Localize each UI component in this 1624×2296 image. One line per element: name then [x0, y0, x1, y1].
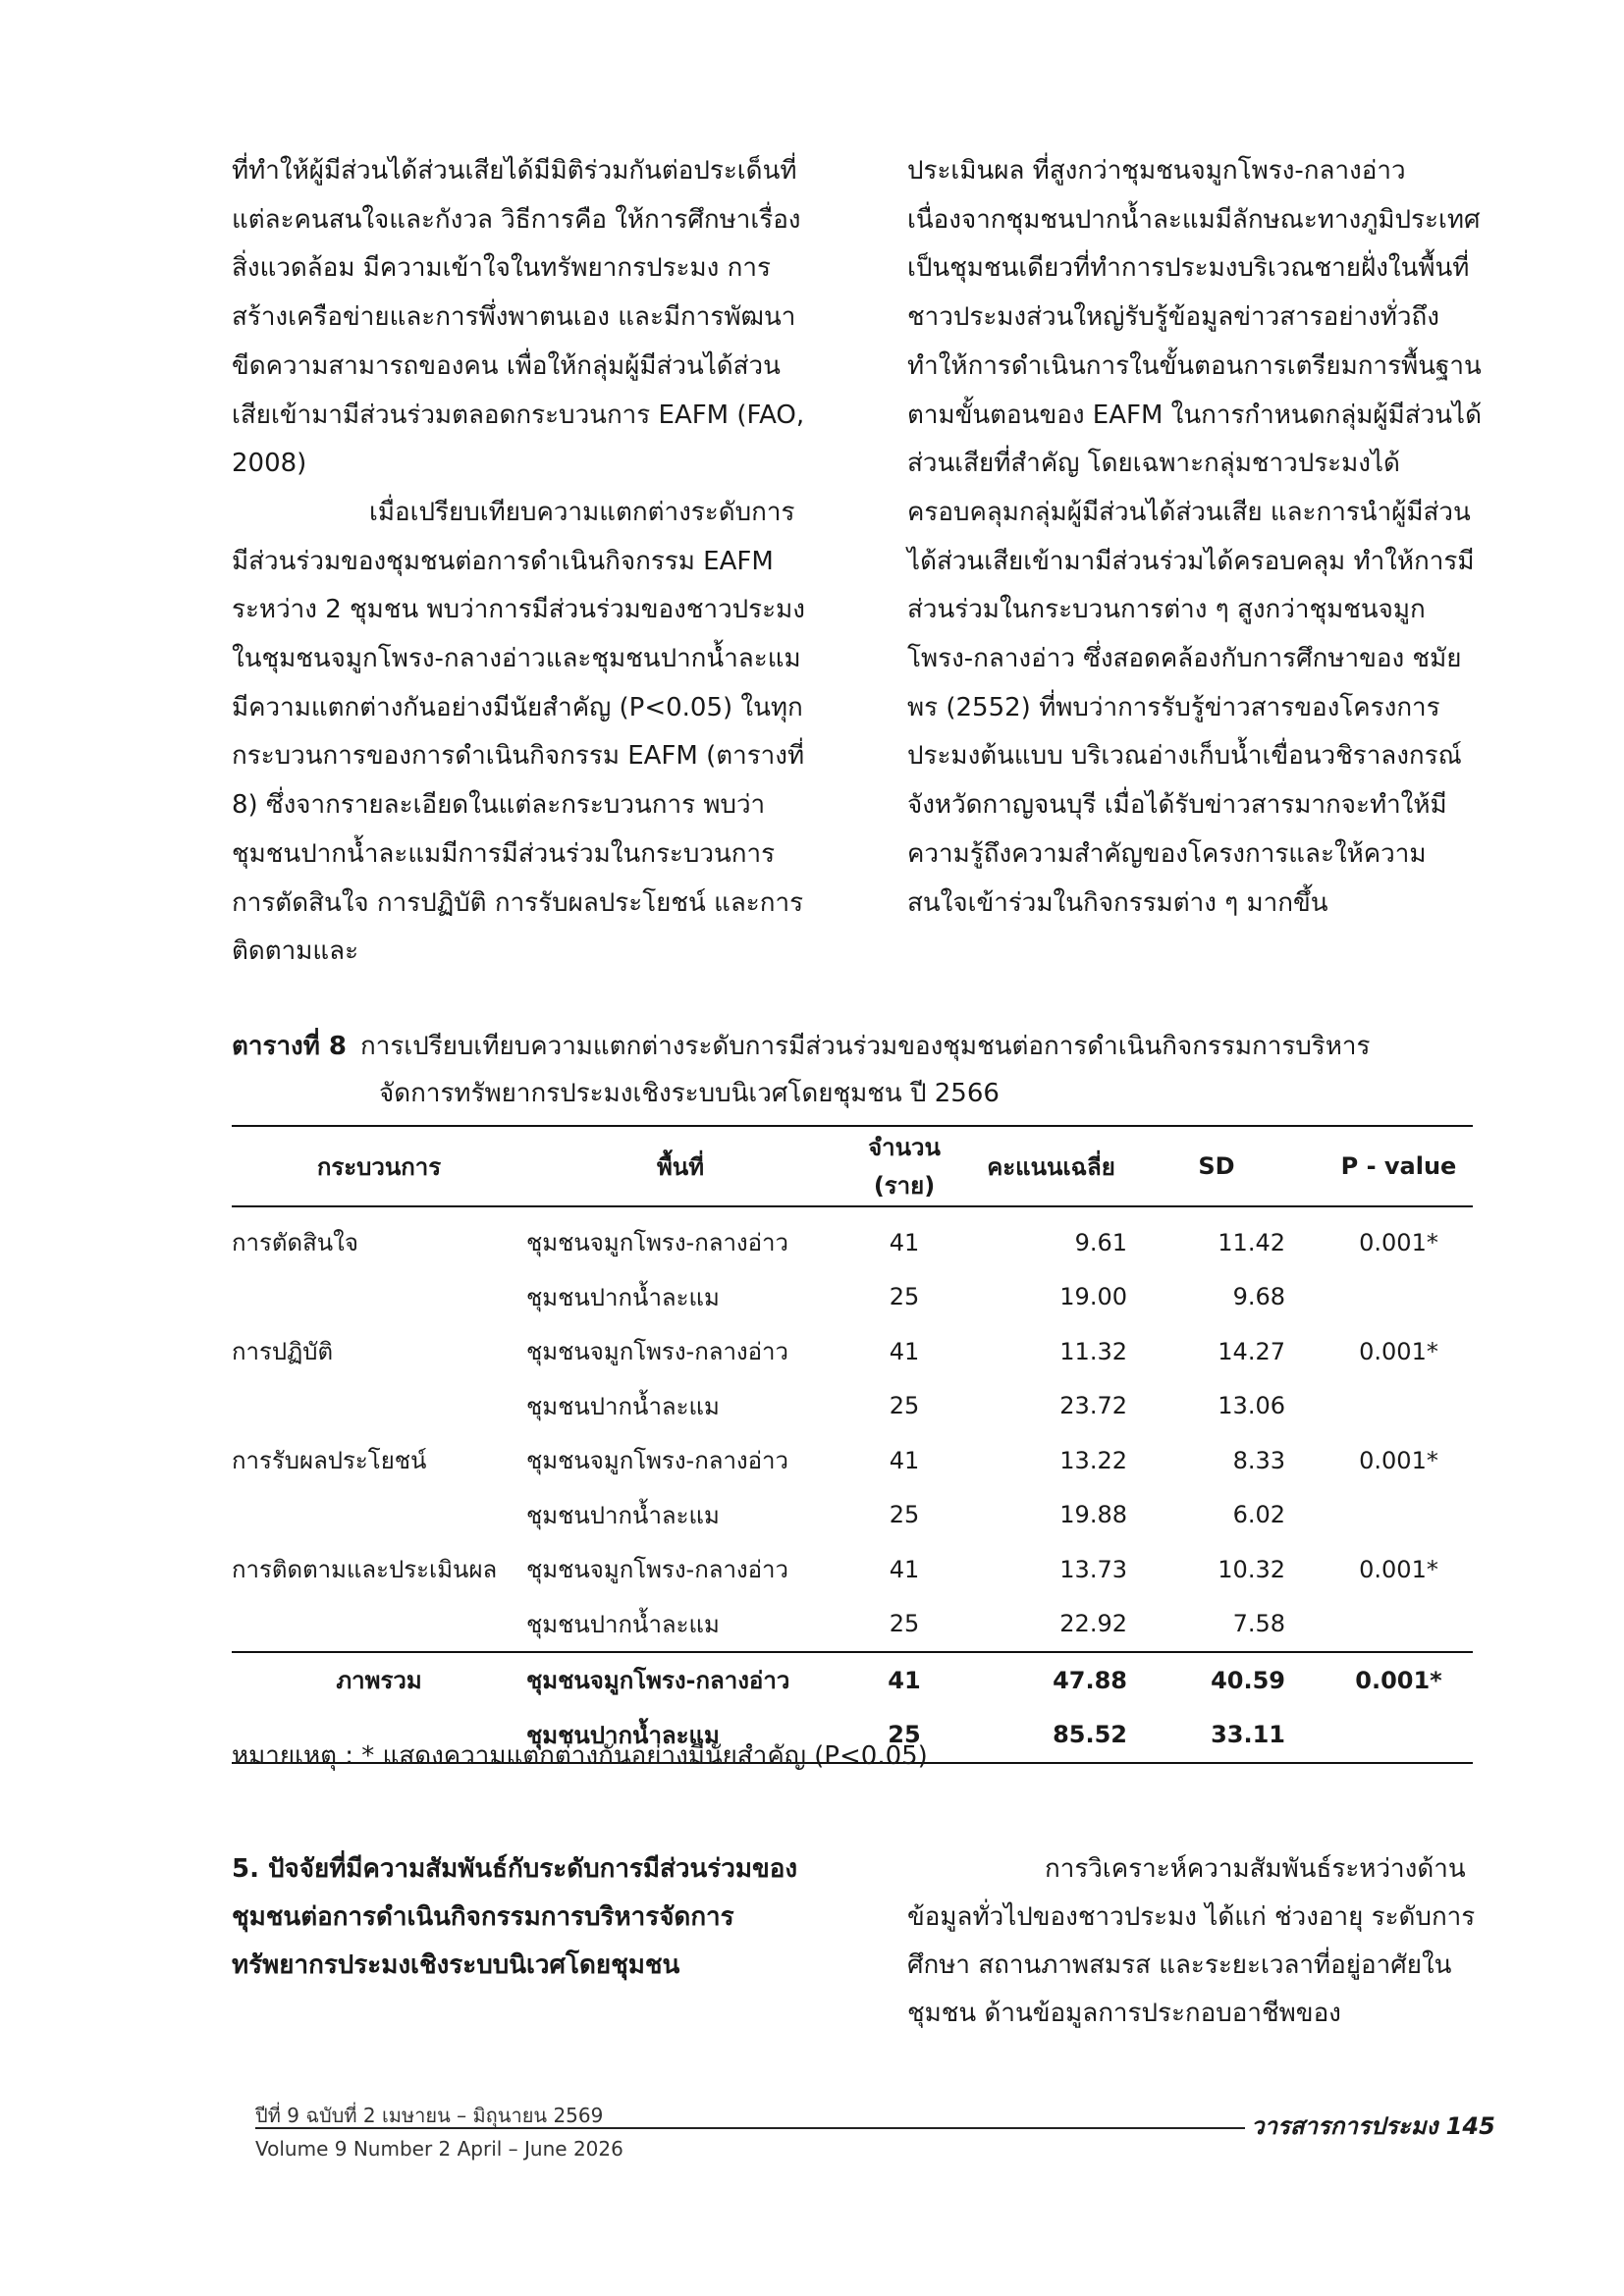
section-heading: 5. ปัจจัยที่มีความสัมพันธ์กับระดับการมีส่วนร่วมของชุมชนต่อการดำเนินกิจกรรมการบริหารจัดการทรัพยากรประมงเชิงระบบนิเวศโดยชุมชน — [232, 1854, 798, 1980]
cell-mean: 11.32 — [1059, 1337, 1127, 1365]
cell-area: ชุมชนจมูกโพรง-กลางอ่าว — [526, 1229, 788, 1257]
right-column — [907, 147, 1487, 928]
cell-mean: 23.72 — [1059, 1392, 1127, 1420]
cell-sd: 10.32 — [1218, 1555, 1285, 1583]
caption-text: การเปรียบเทียบความแตกต่างระดับการมีส่วนร่วมของชุมชนต่อการดำเนินกิจกรรมการบริหาร — [360, 1032, 1371, 1061]
table-row — [232, 1597, 1473, 1653]
cell-mean: 19.88 — [1059, 1501, 1127, 1529]
footer-thai-issue: ปีที่ 9 ฉบับที่ 2 เมษายน – มิถุนายน 2569 — [255, 2104, 604, 2127]
cell-count: 41 — [889, 1337, 920, 1365]
cell-area: ชุมชนจมูกโพรง-กลางอ่าว — [526, 1652, 835, 1708]
cell-sd: 33.11 — [1147, 1708, 1325, 1764]
table-header-row — [232, 1126, 1473, 1206]
cell-sd: 40.59 — [1147, 1652, 1325, 1708]
cell-process — [232, 1379, 526, 1434]
section-paragraph-block — [907, 1845, 1487, 2038]
cell-pvalue — [1325, 1488, 1473, 1543]
header-process: กระบวนการ — [232, 1126, 526, 1206]
cell-pvalue: 0.001* — [1359, 1555, 1438, 1583]
cell-pvalue: 0.001* — [1325, 1652, 1473, 1708]
cell-sd: 11.42 — [1218, 1228, 1285, 1256]
cell-mean: 85.52 — [974, 1708, 1147, 1764]
section-heading-block — [232, 1845, 811, 1990]
table-total-row — [232, 1652, 1473, 1708]
cell-pvalue: 0.001* — [1359, 1228, 1438, 1256]
cell-sd: 13.06 — [1218, 1392, 1285, 1420]
cell-mean: 9.61 — [1074, 1228, 1127, 1256]
table-row — [232, 1379, 1473, 1434]
table-row — [232, 1488, 1473, 1543]
paragraph: เมื่อเปรียบเทียบความแตกต่างระดับการมีส่วนร่วมของชุมชนต่อการดำเนินกิจกรรม EAFM ระหว่าง 2 ชุมชน พบว่าการมีส่วนร่วมของชาวประมงในชุมชนจมูกโพรง-กลางอ่าวและชุมชนปากน้ำละแมมีความแตกต่างกันอย่างมีนัยสำคัญ (P<0.05) ในทุกกระบวนการของการดำเนินกิจกรรม EAFM (ตารางที่ 8) ซึ่งจากรายละเอียดในแต่ละกระบวนการ พบว่าชุมชนปากน้ำละแมมีการมีส่วนร่วมในกระบวนการการตัดสินใจ การปฏิบัติ การรับผลประโยชน์ และการติดตามและ — [232, 497, 805, 967]
cell-process: การรับผลประโยชน์ — [232, 1447, 427, 1475]
cell-mean: 22.92 — [1059, 1610, 1127, 1638]
left-column — [232, 147, 811, 977]
cell-count: 41 — [889, 1446, 920, 1474]
cell-process: การปฏิบัติ — [232, 1338, 334, 1366]
cell-count: 41 — [835, 1652, 974, 1708]
cell-mean: 13.22 — [1059, 1446, 1127, 1474]
cell-process — [232, 1488, 526, 1543]
cell-count: 25 — [889, 1610, 920, 1638]
cell-count: 25 — [889, 1392, 920, 1420]
header-area: พื้นที่ — [526, 1126, 835, 1206]
cell-sd: 14.27 — [1218, 1337, 1285, 1365]
cell-sd: 7.58 — [1232, 1610, 1285, 1638]
header-count: จำนวน (ราย) — [835, 1126, 974, 1206]
cell-count: 25 — [889, 1501, 920, 1529]
footer-eng-issue: Volume 9 Number 2 April – June 2026 — [255, 2137, 623, 2161]
cell-area: ชุมชนจมูกโพรง-กลางอ่าว — [526, 1447, 788, 1475]
cell-mean: 47.88 — [974, 1652, 1147, 1708]
footer-journal-page: วารสารการประมง 145 — [1251, 2112, 1495, 2140]
table-row — [232, 1206, 1473, 1270]
cell-count: 41 — [889, 1228, 920, 1256]
table-note: หมายเหตุ : * แสดงความแตกต่างกันอย่างมีนัยสำคัญ (P<0.05) — [232, 1741, 928, 1771]
footer-issue — [255, 2099, 623, 2165]
table-row — [232, 1270, 1473, 1325]
paragraph: ประเมินผล ที่สูงกว่าชุมชนจมูกโพรง-กลางอ่าว เนื่องจากชุมชนปากน้ำละแมมีลักษณะทางภูมิประเทศเป็นชุมชนเดียวที่ทำการประมงบริเวณชายฝั่งในพื้นที่ ชาวประมงส่วนใหญ่รับรู้ข้อมูลข่าวสารอย่างทั่วถึง ทำให้การดำเนินการในขั้นตอนการเตรียมการพื้นฐานตามขั้นตอนของ EAFM ในการกำหนดกลุ่มผู้มีส่วนได้ส่วนเสียที่สำคัญ โดยเฉพาะกลุ่มชาวประมงได้ครอบคลุมกลุ่มผู้มีส่วนได้ส่วนเสีย และการนำผู้มีส่วนได้ส่วนเสียเข้ามามีส่วนร่วมได้ครอบคลุม ทำให้การมีส่วนร่วมในกระบวนการต่าง ๆ สูงกว่าชุมชนจมูกโพรง-กลางอ่าว ซึ่งสอดคล้องกับการศึกษาของ ชมัยพร (2552) ที่พบว่าการรับรู้ข่าวสารของโครงการประมงต้นแบบ บริเวณอ่างเก็บน้ำเขื่อนวชิราลงกรณ์ จังหวัดกาญจนบุรี เมื่อได้รับข่าวสารมากจะทำให้มีความรู้ถึงความสำคัญของโครงการและให้ความสนใจเข้าร่วมในกิจกรรมต่าง ๆ มากขึ้น — [907, 156, 1482, 918]
cell-process — [232, 1270, 526, 1325]
cell-area: ชุมชนจมูกโพรง-กลางอ่าว — [526, 1556, 788, 1584]
cell-count: 25 — [889, 1283, 920, 1311]
cell-pvalue: 0.001* — [1359, 1446, 1438, 1474]
data-table — [232, 1125, 1473, 1764]
cell-area: ชุมชนปากน้ำละแม — [526, 1283, 720, 1311]
cell-process: การติดตามและประเมินผล — [232, 1556, 498, 1584]
cell-count: 41 — [889, 1555, 920, 1583]
cell-area: ชุมชนจมูกโพรง-กลางอ่าว — [526, 1338, 788, 1366]
cell-sd: 8.33 — [1232, 1446, 1285, 1474]
table-row — [232, 1542, 1473, 1597]
cell-area: ชุมชนปากน้ำละแม — [526, 1501, 720, 1529]
cell-process: การตัดสินใจ — [232, 1229, 358, 1257]
table-row — [232, 1324, 1473, 1379]
cell-count: 25 — [835, 1708, 974, 1764]
cell-area: ชุมชนปากน้ำละแม — [526, 1610, 720, 1638]
cell-mean: 19.00 — [1059, 1283, 1127, 1311]
cell-process — [232, 1597, 526, 1653]
paragraph: ที่ทำให้ผู้มีส่วนได้ส่วนเสียได้มีมิติร่วมกันต่อประเด็นที่แต่ละคนสนใจและกังวล วิธีการคือ ให้การศึกษาเรื่องสิ่งแวดล้อม มีความเข้าใจในทรัพยากรประมง การสร้างเครือข่ายและการพึ่งพาตนเอง และมีการพัฒนาขีดความสามารถของคน เพื่อให้กลุ่มผู้มีส่วนได้ส่วนเสียเข้ามามีส่วนร่วมตลอดกระบวนการ EAFM (FAO, 2008) — [232, 156, 805, 479]
cell-pvalue: 0.001* — [1359, 1337, 1438, 1365]
header-pvalue: P - value — [1325, 1126, 1473, 1206]
table-row — [232, 1433, 1473, 1488]
cell-area: ชุมชนปากน้ำละแม — [526, 1708, 835, 1764]
cell-pvalue — [1325, 1597, 1473, 1653]
cell-sd: 6.02 — [1232, 1501, 1285, 1529]
caption-text-2: จัดการทรัพยากรประมงเชิงระบบนิเวศโดยชุมชน ปี 2566 — [379, 1079, 1000, 1108]
cell-mean: 13.73 — [1059, 1555, 1127, 1583]
footer-rule — [255, 2127, 1245, 2129]
paragraph: การวิเคราะห์ความสัมพันธ์ระหว่างด้านข้อมูลทั่วไปของชาวประมง ได้แก่ ช่วงอายุ ระดับการศึกษา สถานภาพสมรส และระยะเวลาที่อยู่อาศัยในชุมชน ด้านข้อมูลการประกอบอาชีพของ — [907, 1854, 1476, 2028]
header-mean: คะแนนเฉลี่ย — [974, 1126, 1147, 1206]
cell-pvalue — [1325, 1708, 1473, 1764]
cell-sd: 9.68 — [1232, 1283, 1285, 1311]
cell-area: ชุมชนปากน้ำละแม — [526, 1392, 720, 1420]
header-sd: SD — [1147, 1126, 1325, 1206]
cell-pvalue — [1325, 1379, 1473, 1434]
cell-pvalue — [1325, 1270, 1473, 1325]
table-label: ตารางที่ 8 — [232, 1032, 348, 1061]
table-caption — [232, 1023, 1498, 1117]
cell-process: ภาพรวม — [232, 1652, 526, 1708]
